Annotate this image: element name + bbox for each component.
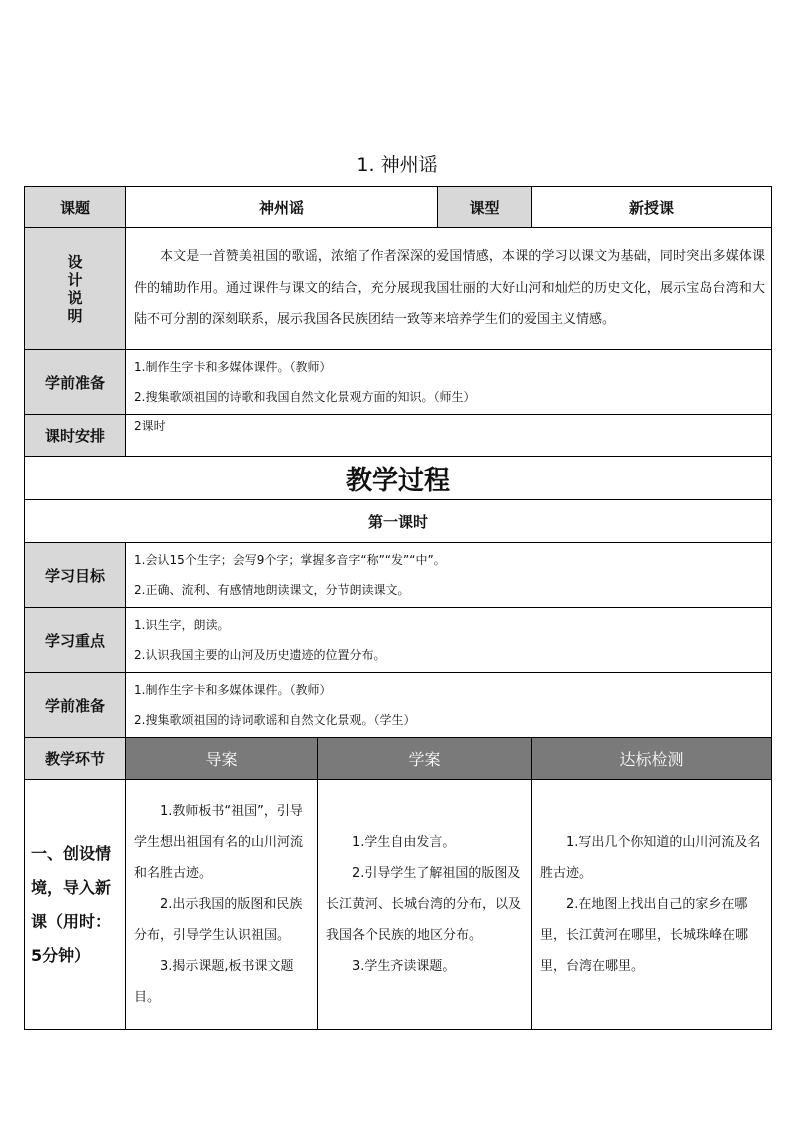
type-value: 新授课	[532, 187, 772, 228]
focus-label: 学习重点	[25, 608, 126, 673]
lesson-title: 第一课时	[25, 500, 772, 543]
focus-item: 2.认识我国主要的山河及历史遗迹的位置分布。	[134, 648, 386, 662]
goals-content	[126, 543, 772, 608]
study-header: 学案	[318, 738, 532, 780]
design-label-char: 设	[67, 252, 83, 271]
design-label-char: 明	[67, 306, 83, 325]
check-header: 达标检测	[532, 738, 772, 780]
stage1-study-item: 1.学生自由发言。	[352, 835, 456, 850]
goals-row	[25, 543, 772, 608]
type-label: 课型	[438, 187, 532, 228]
stage1-check	[532, 780, 772, 1030]
document-title: 1. 神州谣	[356, 154, 438, 176]
preparation-label: 学前准备	[25, 350, 126, 415]
info-row	[25, 187, 772, 228]
preparation2-label: 学前准备	[25, 673, 126, 738]
topic-value: 神州谣	[126, 187, 438, 228]
columns-header-row	[25, 738, 772, 780]
stage-header: 教学环节	[25, 738, 126, 780]
preparation2-item: 2.搜集歌颂祖国的诗词歌谣和自然文化景观。（学生）	[134, 713, 416, 727]
focus-row	[25, 608, 772, 673]
focus-content	[126, 608, 772, 673]
stage1-study-item: 3.学生齐读课题。	[352, 959, 456, 974]
stage1-row	[25, 780, 772, 1030]
stage1-label: 一、创设情境，导入新课（用时：5分钟）	[25, 780, 126, 1030]
stage1-study-item: 2.引导学生了解祖国的版图及长江黄河、长城台湾的分布，以及我国各个民族的地区分布。	[326, 866, 522, 943]
stage1-guide	[126, 780, 318, 1030]
design-row	[25, 228, 772, 350]
stage1-guide-item: 2.出示我国的版图和民族分布，引导学生认识祖国。	[134, 897, 303, 943]
goals-item: 1.会认15个生字；会写9个字；掌握多音字“称”“发”“中”。	[134, 553, 446, 567]
design-text: 本文是一首赞美祖国的歌谣，浓缩了作者深深的爱国情感，本课的学习以课文为基础，同时突出多媒体课件的辅助作用。通过课件与课文的结合，充分展现我国壮丽的大好山河和灿烂的历史文化，展示宝岛台湾和大陆不可分割的深刻联系，展示我国各民族团结一致等来培养学生们的爱国主义情感。	[126, 228, 772, 350]
goals-item: 2.正确、流利、有感情地朗读课文，分节朗读课文。	[134, 583, 410, 597]
guide-header: 导案	[126, 738, 318, 780]
topic-label: 课题	[25, 187, 126, 228]
preparation2-row	[25, 673, 772, 738]
preparation2-content	[126, 673, 772, 738]
stage1-guide-item: 1.教师板书“祖国”，引导学生想出祖国有名的山川河流和名胜古迹。	[134, 804, 304, 881]
preparation-item: 2.搜集歌颂祖国的诗歌和我国自然文化景观方面的知识。（师生）	[134, 390, 476, 404]
stage1-guide-item: 3.揭示课题,板书课文题目。	[134, 959, 294, 1005]
preparation-item: 1.制作生字卡和多媒体课件。（教师）	[134, 360, 332, 374]
design-label-char: 计	[67, 270, 83, 289]
goals-label: 学习目标	[25, 543, 126, 608]
schedule-label: 课时安排	[25, 415, 126, 457]
schedule-row	[25, 415, 772, 457]
design-label-char: 说	[67, 288, 83, 307]
lesson-plan-table	[24, 186, 772, 1030]
stage1-study	[318, 780, 532, 1030]
focus-item: 1.识生字，朗读。	[134, 618, 230, 632]
stage1-check-item: 1.写出几个你知道的山川河流及名胜古迹。	[540, 835, 761, 881]
preparation-row	[25, 350, 772, 415]
process-title: 教学过程	[25, 457, 772, 500]
stage1-check-item: 2.在地图上找出自己的家乡在哪里，长江黄河在哪里，长城珠峰在哪里，台湾在哪里。	[540, 897, 749, 974]
schedule-value: 2课时	[126, 415, 772, 457]
preparation2-item: 1.制作生字卡和多媒体课件。（教师）	[134, 683, 332, 697]
lesson-title-row	[25, 500, 772, 543]
design-label	[25, 228, 126, 350]
process-title-row	[25, 457, 772, 500]
preparation-content	[126, 350, 772, 415]
